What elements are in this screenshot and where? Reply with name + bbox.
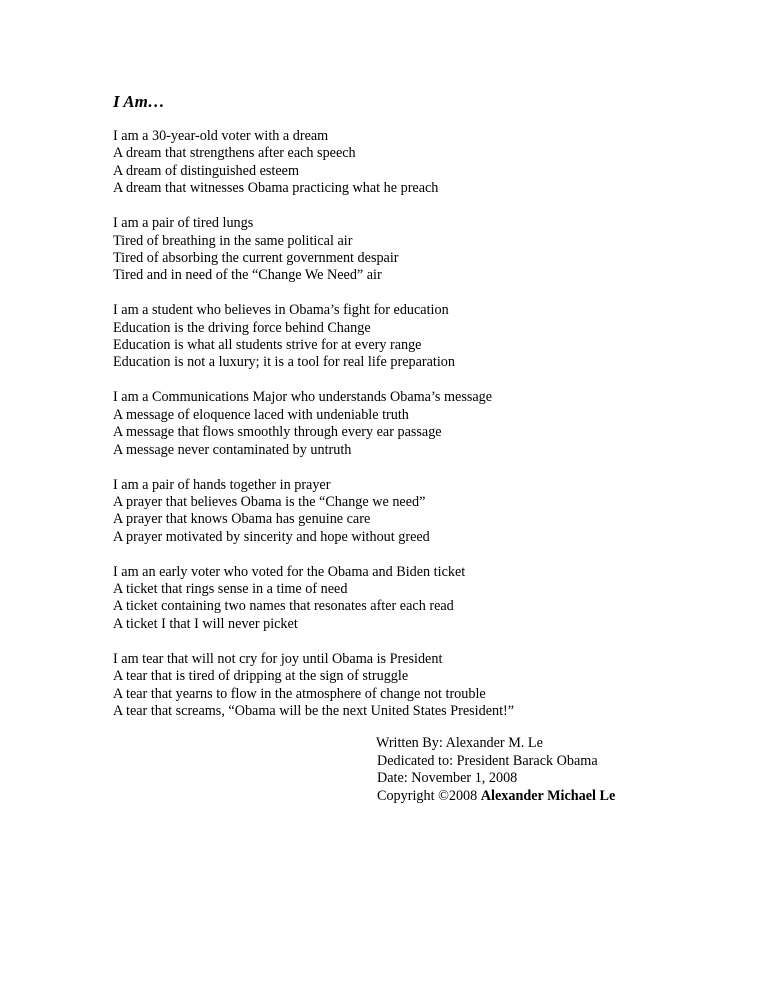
poem-line: A dream that witnesses Obama practicing what he preach	[113, 180, 439, 197]
credits-block	[376, 735, 756, 805]
poem-line: I am an early voter who voted for the Obama and Biden ticket	[113, 563, 466, 580]
poem-line: A prayer that believes Obama is the “Change we need”	[113, 493, 426, 510]
poem-line: I am a 30-year-old voter with a dream	[113, 128, 329, 144]
written-by: Written By: Alexander M. Le	[376, 735, 543, 751]
copyright-author-name: Alexander Michael Le	[480, 787, 616, 804]
poem-line: A tear that yearns to flow in the atmosphere of change not trouble	[113, 685, 486, 702]
stanza-3	[113, 302, 673, 372]
poem-line: Tired of breathing in the same political air	[113, 232, 353, 249]
poem-line: A ticket that rings sense in a time of need	[113, 581, 348, 598]
poem-line: A dream that strengthens after each speech	[113, 145, 356, 162]
stanza-1	[113, 128, 673, 198]
stanza-5	[113, 477, 673, 547]
stanza-6	[113, 564, 673, 634]
poem-line: A message never contaminated by untruth	[113, 441, 352, 458]
stanza-2	[113, 215, 673, 285]
poem-body	[113, 128, 673, 738]
poem-line: A ticket I that I will never picket	[113, 615, 298, 632]
stanza-4	[113, 389, 673, 459]
poem-line: I am a student who believes in Obama’s fight for education	[113, 302, 449, 319]
poem-line: A prayer motivated by sincerity and hope without greed	[113, 528, 430, 545]
poem-line: A message that flows smoothly through every ear passage	[113, 424, 442, 441]
copyright-line	[376, 788, 756, 806]
stanza-7	[113, 651, 673, 721]
poem-line: I am a pair of hands together in prayer	[113, 476, 331, 493]
poem-line: A tear that is tired of dripping at the sign of struggle	[113, 668, 409, 685]
dedicated-to: Dedicated to: President Barack Obama	[377, 752, 598, 769]
poem-line: I am a Communications Major who understands Obama’s message	[113, 389, 493, 406]
poem-title: I Am…	[113, 92, 165, 111]
poem-line: Education is not a luxury; it is a tool for real life preparation	[113, 354, 455, 371]
poem-line: I am tear that will not cry for joy until Obama is President	[113, 650, 443, 667]
poem-line: Tired and in need of the “Change We Need” air	[113, 267, 382, 284]
date-line: Date: November 1, 2008	[377, 770, 518, 787]
poem-line: Education is the driving force behind Change	[113, 319, 371, 336]
poem-line: A prayer that knows Obama has genuine care	[113, 511, 371, 528]
poem-line: Education is what all students strive for at every range	[113, 337, 422, 354]
poem-line: A dream of distinguished esteem	[113, 162, 299, 179]
poem-line: Tired of absorbing the current government despair	[113, 249, 399, 266]
poem-line: A tear that screams, “Obama will be the next United States President!”	[113, 702, 515, 719]
poem-line: A ticket containing two names that resonates after each read	[113, 598, 454, 615]
copyright-prefix: Copyright ©2008	[377, 787, 481, 804]
poem-line: I am a pair of tired lungs	[113, 215, 254, 232]
poem-line: A message of eloquence laced with undeniable truth	[113, 406, 409, 423]
